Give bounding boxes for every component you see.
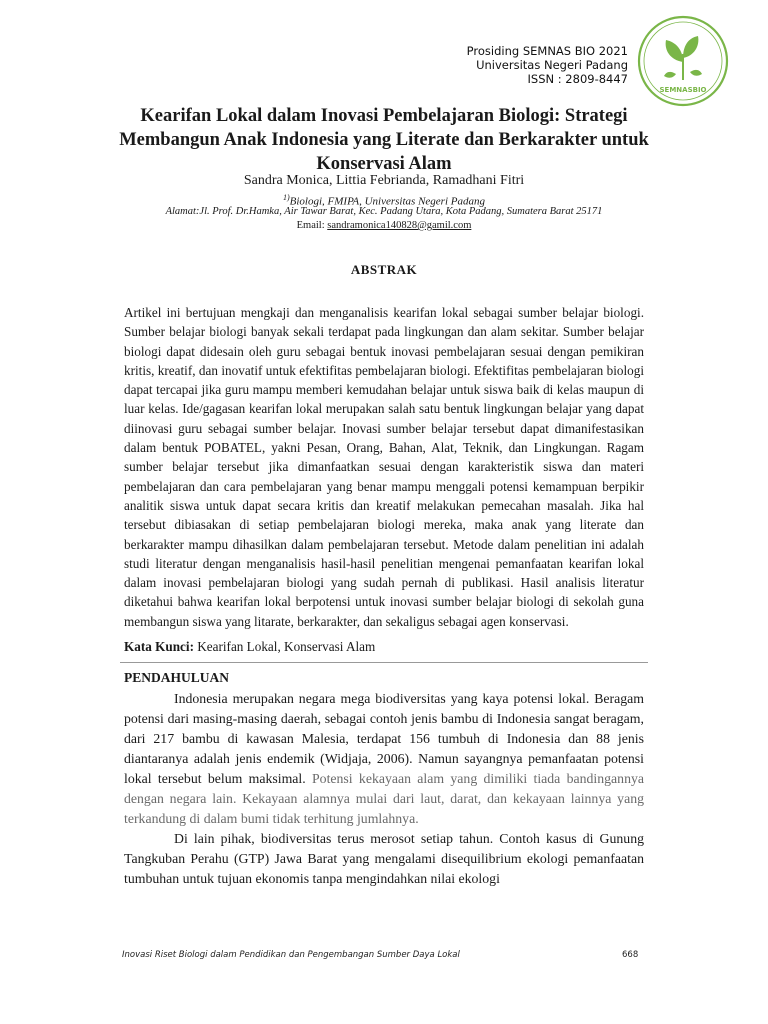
affiliation-marker: 1) <box>282 193 290 202</box>
abstract-text: Artikel ini bertujuan mengkaji dan menganalisis kearifan lokal sebagai sumber belajar biologi. Sumber belajar biologi banyak sekali terdapat pada lingkungan dan alam sekitar. Sumber belajar biologi dapat didesain oleh guru sebagai bentuk inovasi pembelajaran sesuai dengan pemikiran kritis, kreatif, dan inovatif untuk efektifitas pembelajaran biologi. Efektifitas pembelajaran biologi dapat tercapai jika guru mampu memberi kemudahan belajar untuk siswa baik di kelas maupun di luar kelas. Ide/gagasan kearifan lokal merupakan salah satu bentuk lingkungan belajar yang dapat diinovasi guru sebagai sumber belajar. Inovasi sumber belajar tersebut dapat dimanifestasikan dalam bentuk POBATEL, yakni Pesan, Orang, Bahan, Alat, Teknik, dan Lingkungan. Ragam sumber belajar tersebut jika dimanfaatkan sesuai dengan karakteristik siswa dan materi pembelajaran dan cara pembelajaran yang benar mampu menggali potensi kemampuan berpikir analitik siswa untuk dapat secara kritis dan kreatif melakukan pemecahan masalah. Jika hal tersebut dibiasakan di setiap pembelajaran biologi mereka, maka anak yang literate dan berkarakter mampu dihasilkan dalam pembelajaran tersebut. Metode dalam penelitian ini adalah studi literatur dengan menganalisis hasil-hasil penelitian mengenai pemanfaatan kearifan lokal dalam inovasi pembelajaran biologi yang sudah pernah di publikasi. Hasil analisis literatur diketahui bahwa kearifan lokal berpotensi untuk inovasi sumber belajar biologi di sekolah guna membangun siswa yang litarate, berkarakter, dan sekaligus sebagai agen konservasi. <box>124 305 644 629</box>
authors: Sandra Monica, Littia Febrianda, Ramadhani Fitri <box>243 173 525 188</box>
intro-p1-text: Indonesia merupakan negara mega biodiversitas yang kaya potensi lokal. Beragam potensi dari masing-masing daerah, sebagai contoh jenis bambu di Indonesia sangat beragam, dari 217 bambu di kawasan Malesia, terdapat 156 tumbuh di Indonesia dan 88 jenis diantaranya adalah jenis endemik (Widjaja, 2006). Namun sayangnya pemanfaatan potensi lokal tersebut belum maksimal. <box>124 691 644 786</box>
proceedings-header <box>467 44 628 86</box>
keywords-label: Kata Kunci: <box>124 639 194 654</box>
footer-title: Inovasi Riset Biologi dalam Pendidikan dan Pengembangan Sumber Daya Lokal <box>122 950 460 960</box>
page-number: 668 <box>622 950 639 960</box>
intro-paragraph-1 <box>124 689 644 829</box>
section-divider <box>120 662 648 663</box>
email-link[interactable]: sandramonica140828@gamil.com <box>327 220 472 231</box>
affiliation-text: Biologi, FMIPA, Universitas Negeri Padang <box>289 195 485 208</box>
proceedings-name: Prosiding SEMNAS BIO 2021 <box>466 44 628 58</box>
leaf-logo-icon <box>636 14 730 108</box>
introduction <box>124 689 644 889</box>
keywords-text: Kearifan Lokal, Konservasi Alam <box>193 639 376 654</box>
section-heading: PENDAHULUAN <box>124 670 230 685</box>
issn: ISSN : 2809-8447 <box>527 72 628 86</box>
intro-p1-gray-text: Potensi kekayaan alam yang dimiliki tiada bandingannya dengan negara lain. Kekayaan alamnya mulai dari laut, darat, dan kekayaan lainnya yang terkandung di dalam bumi tidak terhitung jumlahnya. <box>124 771 644 826</box>
paper-title: Kearifan Lokal dalam Inovasi Pembelajaran Biologi: Strategi Membangun Anak Indonesia yang Literate dan Berkarakter untuk Konservasi Alam <box>119 106 649 174</box>
email-line <box>90 219 678 233</box>
address: Alamat:Jl. Prof. Dr.Hamka, Air Tawar Barat, Kec. Padang Utara, Kota Padang, Sumatera Barat 25171 <box>165 206 603 217</box>
university-name: Universitas Negeri Padang <box>476 58 628 72</box>
semnasbio-logo <box>636 14 730 108</box>
intro-paragraph-2: Di lain pihak, biodiversitas terus merosot setiap tahun. Contoh kasus di Gunung Tangkuban Perahu (GTP) Jawa Barat yang mengalami disequilibrium ekologi pemanfaatan tumbuhan untuk tujuan ekonomis tanpa mengindahkan nilai ekologi <box>124 831 644 886</box>
abstract-heading: ABSTRAK <box>350 262 418 277</box>
logo-text: SEMNASBIO <box>659 86 707 94</box>
keywords <box>124 637 644 656</box>
email-label: Email: <box>296 220 328 231</box>
